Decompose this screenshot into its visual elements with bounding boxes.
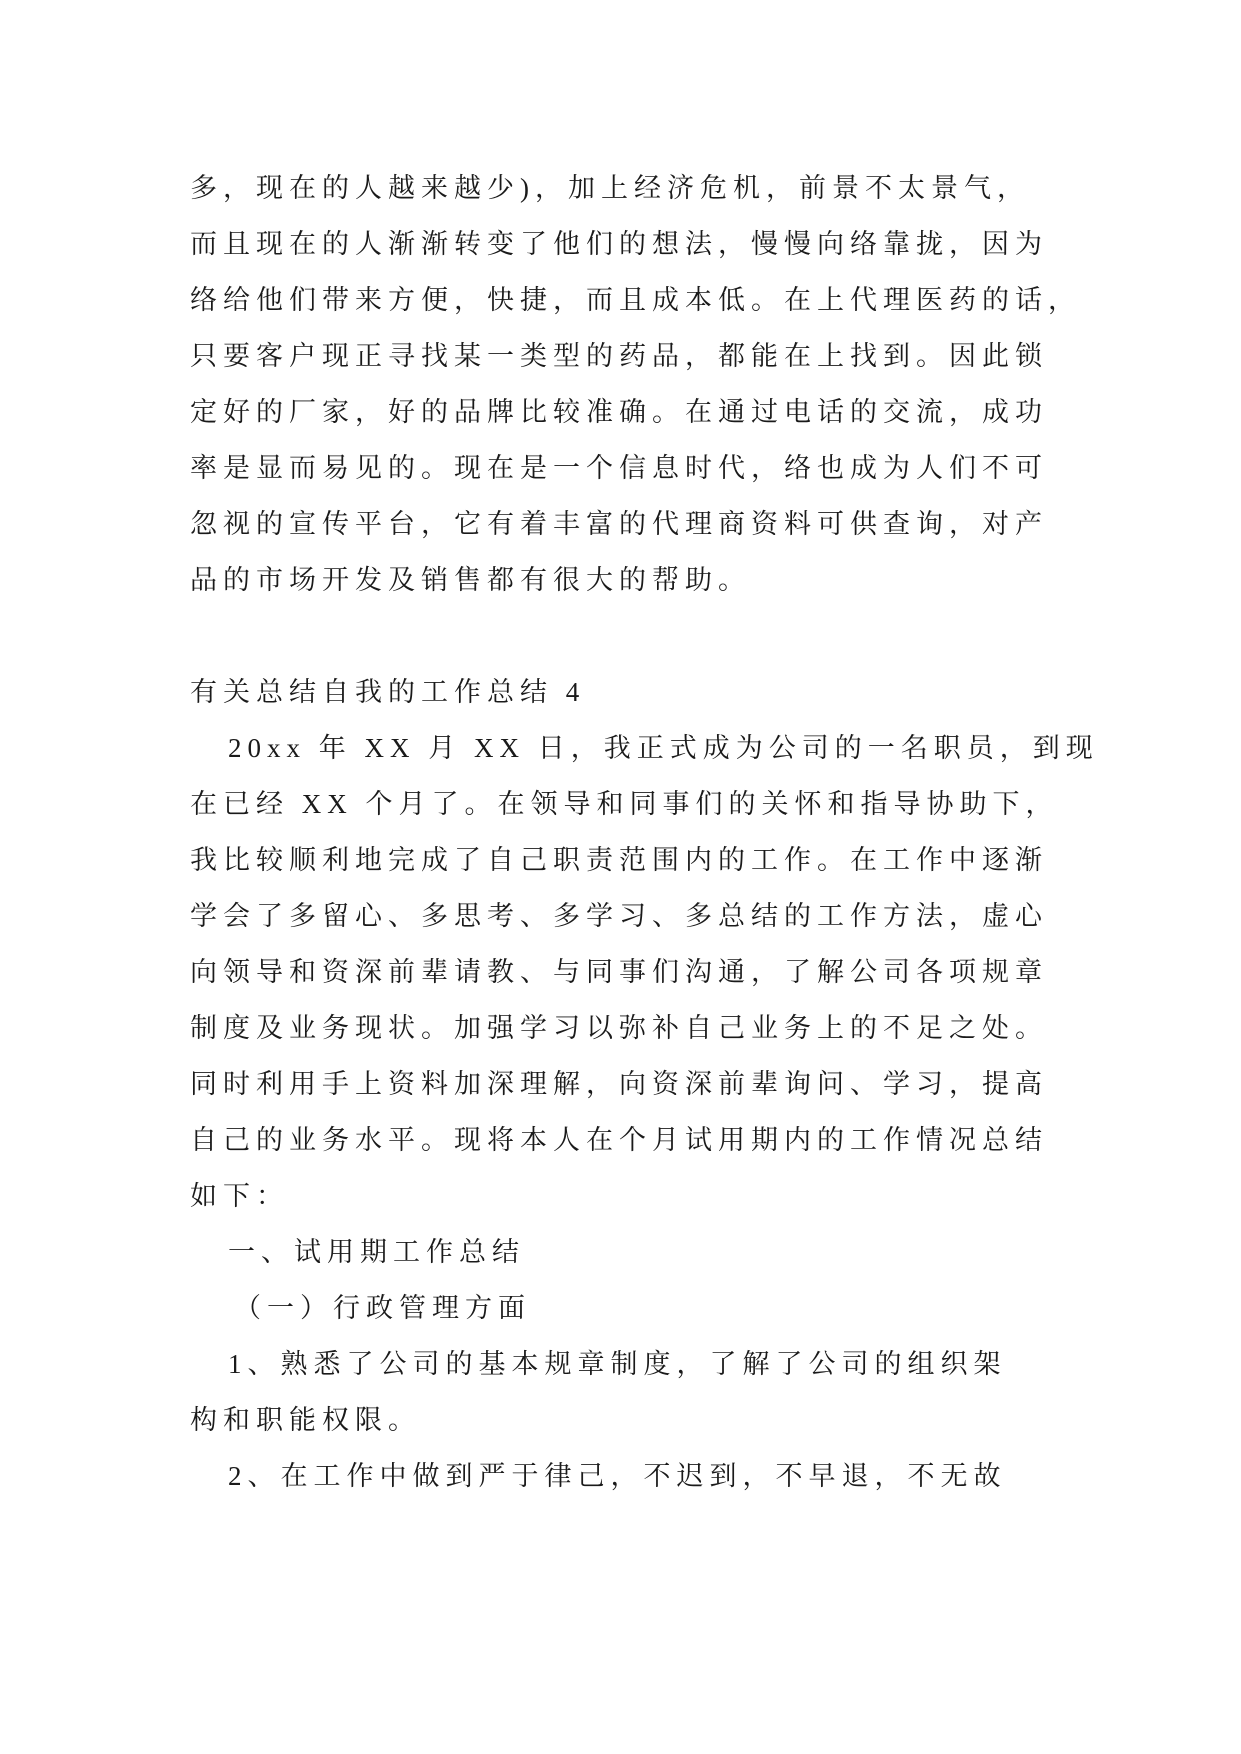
intro-paragraph xyxy=(190,720,1099,1224)
continuation-paragraph xyxy=(190,160,1091,608)
text-line: 率是显而易见的。现在是一个信息时代，络也成为人们不可 xyxy=(190,453,1048,483)
text-line: 只要客户现正寻找某一类型的药品，都能在上找到。因此锁 xyxy=(190,341,1048,371)
subheading-administration: （一）行政管理方面 xyxy=(234,1293,531,1323)
list-item xyxy=(190,1336,1091,1448)
text-line: 2、在工作中做到严于律己，不迟到，不早退，不无故 xyxy=(228,1461,1007,1491)
text-line: 而且现在的人渐渐转变了他们的想法，慢慢向络靠拢，因为 xyxy=(190,229,1048,259)
text-line: 制度及业务现状。加强学习以弥补自己业务上的不足之处。 xyxy=(190,1013,1048,1043)
text-line: 如下： xyxy=(190,1181,289,1211)
text-line: 20xx 年 XX 月 XX 日，我正式成为公司的一名职员，到现 xyxy=(228,733,1099,763)
text-line: 构和职能权限。 xyxy=(190,1405,421,1435)
text-line: 定好的厂家，好的品牌比较准确。在通过电话的交流，成功 xyxy=(190,397,1048,427)
text-line: 向领导和资深前辈请教、与同事们沟通，了解公司各项规章 xyxy=(190,957,1048,987)
subheading-probation-summary: 一、试用期工作总结 xyxy=(228,1237,525,1267)
text-line: 络给他们带来方便，快捷，而且成本低。在上代理医药的话， xyxy=(190,285,1081,315)
text-line: 自己的业务水平。现将本人在个月试用期内的工作情况总结 xyxy=(190,1125,1048,1155)
text-line: 学会了多留心、多思考、多学习、多总结的工作方法，虚心 xyxy=(190,901,1048,931)
text-line: 品的市场开发及销售都有很大的帮助。 xyxy=(190,565,751,595)
text-line: 多，现在的人越来越少)，加上经济危机，前景不太景气， xyxy=(190,173,1030,203)
text-line: 在已经 XX 个月了。在领导和同事们的关怀和指导协助下， xyxy=(190,789,1059,819)
text-line: 我比较顺利地完成了自己职责范围内的工作。在工作中逐渐 xyxy=(190,845,1048,875)
text-line: 1、熟悉了公司的基本规章制度，了解了公司的组织架 xyxy=(228,1349,1007,1379)
section-heading: 有关总结自我的工作总结 4 xyxy=(190,677,586,707)
text-line: 同时利用手上资料加深理解，向资深前辈询问、学习，提高 xyxy=(190,1069,1048,1099)
list-item xyxy=(190,1448,1091,1504)
text-line: 忽视的宣传平台，它有着丰富的代理商资料可供查询，对产 xyxy=(190,509,1048,539)
